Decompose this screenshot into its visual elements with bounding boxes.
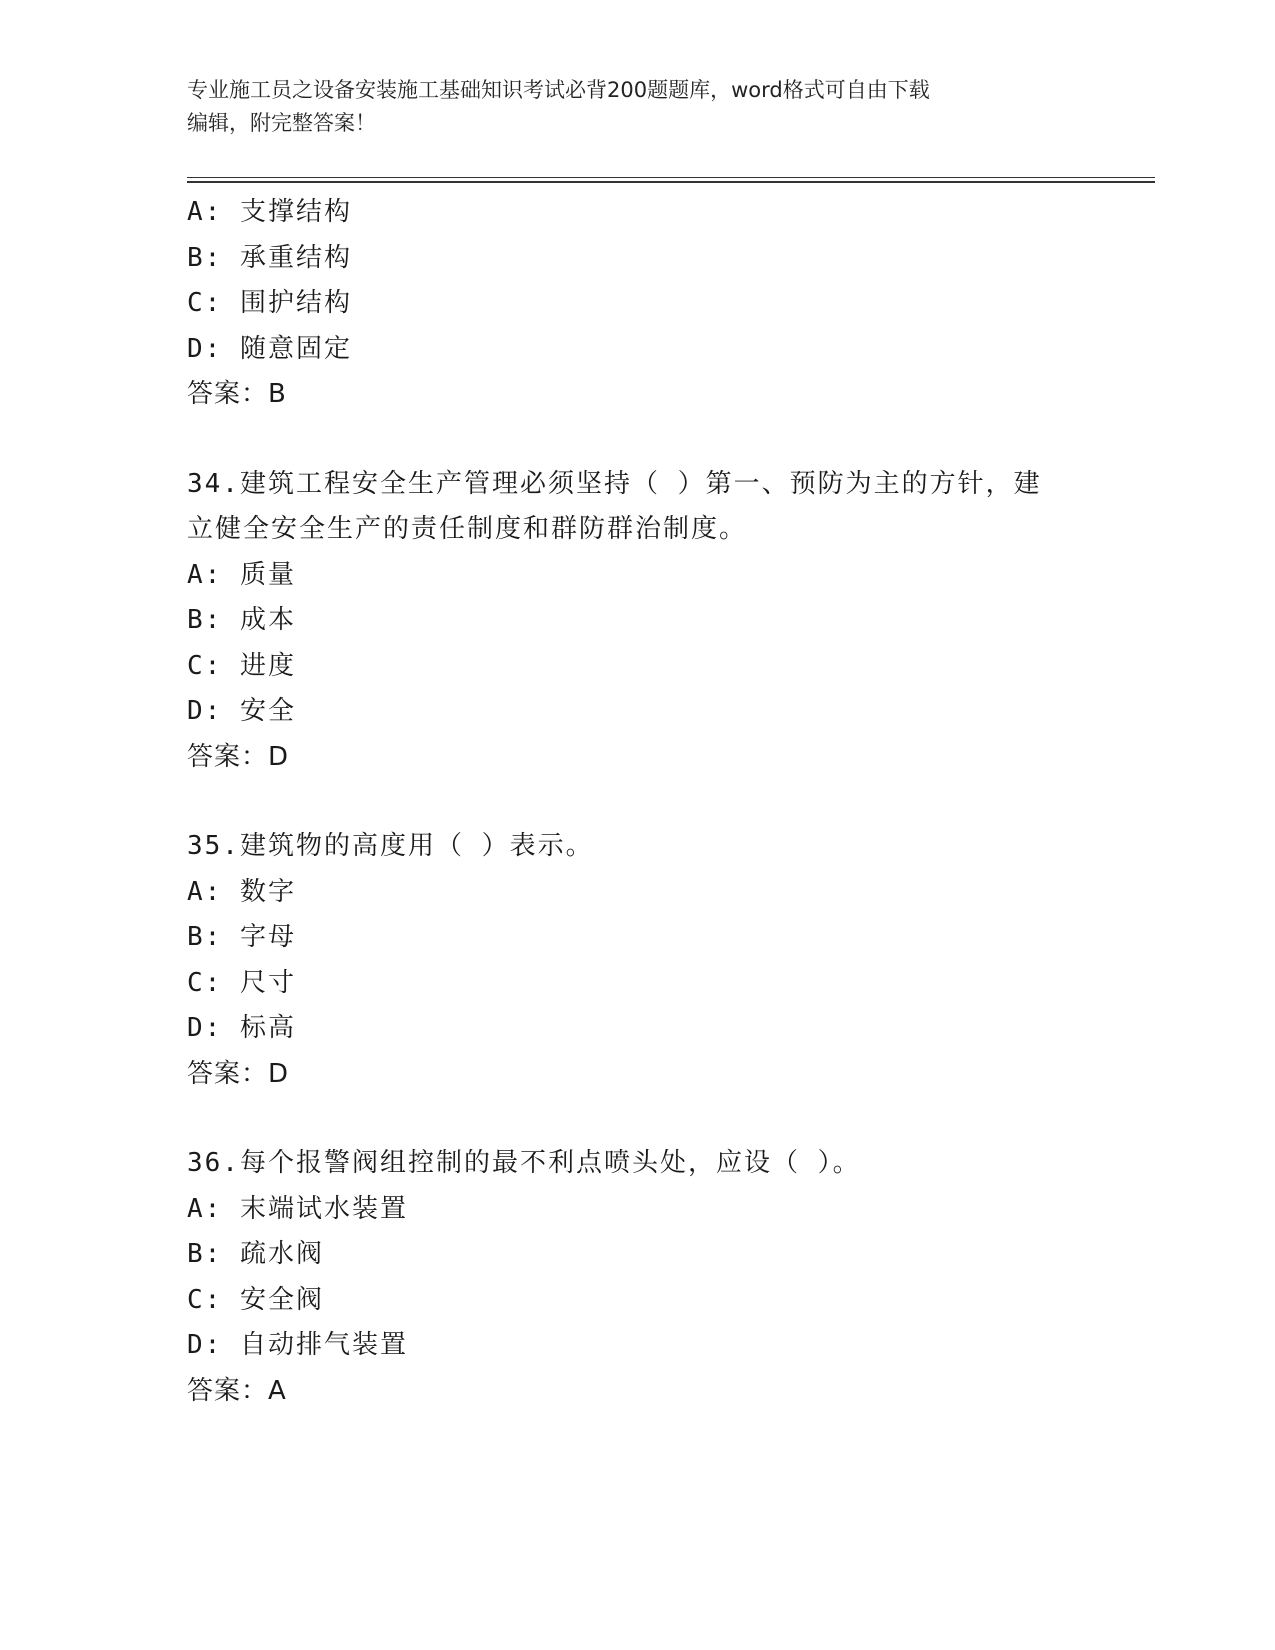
q33-option-c: C: 围护结构 xyxy=(187,288,352,318)
q36-option-c: C: 安全阀 xyxy=(187,1284,324,1315)
q35-option-b: B: 字母 xyxy=(187,922,296,952)
q36-option-b: B: 疏水阀 xyxy=(187,1239,324,1269)
q34-option-d: D: 安全 xyxy=(187,696,296,726)
header-title-line-1: 专业施工员之设备安装施工基础知识考试必背200题题库，word格式可自由下载 xyxy=(187,78,930,102)
spacer xyxy=(187,418,1087,462)
q35-option-a: A: 数字 xyxy=(187,876,296,907)
question-33-block xyxy=(187,190,1087,418)
q34-option-c: C: 进度 xyxy=(187,650,296,681)
q33-answer: 答案：B xyxy=(187,379,287,409)
header-divider-thick xyxy=(187,181,1155,183)
q34-stem-line-1: 34.建筑工程安全生产管理必须坚持（ ）第一、预防为主的方针，建 xyxy=(187,468,1042,499)
spacer xyxy=(187,1097,1087,1141)
q35-option-d: D: 标高 xyxy=(187,1013,296,1043)
document-header xyxy=(187,74,1067,140)
q35-answer: 答案：D xyxy=(187,1058,290,1089)
q34-option-a: A: 质量 xyxy=(187,559,296,590)
q33-option-b: B: 承重结构 xyxy=(187,242,352,273)
q36-answer: 答案：A xyxy=(187,1375,287,1406)
header-divider-thin xyxy=(187,177,1155,178)
q34-stem-line-2: 立健全安全生产的责任制度和群防群治制度。 xyxy=(187,514,748,544)
q34-answer: 答案：D xyxy=(187,741,290,772)
spacer xyxy=(187,780,1087,824)
q36-option-d: D: 自动排气装置 xyxy=(187,1330,408,1360)
header-title-line-2: 编辑，附完整答案！ xyxy=(187,111,376,135)
q36-option-a: A: 末端试水装置 xyxy=(187,1193,408,1224)
q33-option-a: A: 支撑结构 xyxy=(187,197,352,227)
question-36-block xyxy=(187,1141,1087,1414)
q35-stem: 35.建筑物的高度用（ ）表示。 xyxy=(187,831,594,861)
q33-option-d: D: 随意固定 xyxy=(187,333,352,364)
question-35-block xyxy=(187,824,1087,1097)
question-34-block xyxy=(187,462,1087,781)
q35-option-c: C: 尺寸 xyxy=(187,967,296,998)
q34-option-b: B: 成本 xyxy=(187,605,296,635)
q36-stem: 36.每个报警阀组控制的最不利点喷头处，应设（ ）。 xyxy=(187,1148,861,1178)
question-list xyxy=(187,190,1087,1414)
